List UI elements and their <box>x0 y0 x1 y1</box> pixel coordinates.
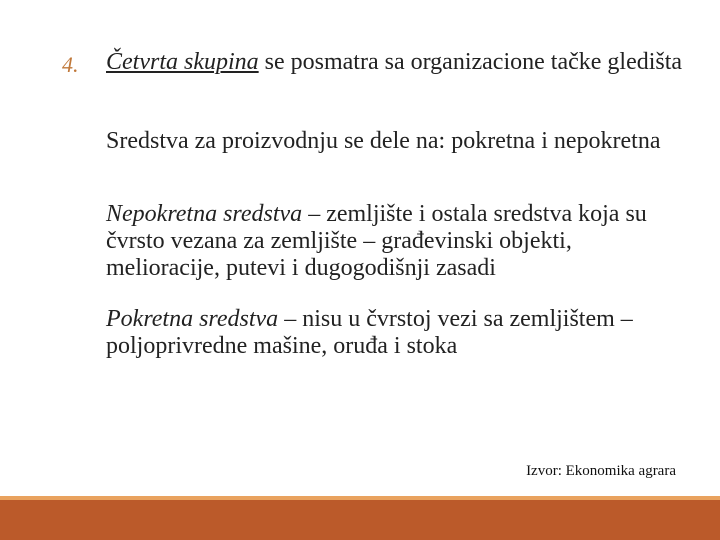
list-item-immovable-assets <box>106 201 686 282</box>
item-text: – nisu u čvrstoj vezi sa zemljištem – poljoprivredne mašine, oruđa i stoka <box>106 306 633 359</box>
list-number: 4. <box>62 52 79 77</box>
footer-bar <box>0 500 720 540</box>
item-emphasis: Pokretna sredstva <box>106 306 279 332</box>
source-citation: Izvor: Ekonomika agrara <box>526 463 676 479</box>
item-text: Sredstva za proizvodnju se dele na: pokretna i nepokretna <box>106 128 661 154</box>
list-item-movable-assets <box>106 306 686 360</box>
item-emphasis: Četvrta skupina <box>106 49 259 75</box>
list-item-production-means <box>106 128 686 155</box>
item-text: – zemljište i ostala sredstva koja su čvrsto vezana za zemljište – građevinski objekti, melioracije, putevi i dugogodišnji zasadi <box>106 201 647 281</box>
item-emphasis: Nepokretna sredstva <box>106 201 303 227</box>
list-item-fourth-group <box>106 49 686 76</box>
item-text: se posmatra sa organizacione tačke gledišta <box>258 49 683 75</box>
